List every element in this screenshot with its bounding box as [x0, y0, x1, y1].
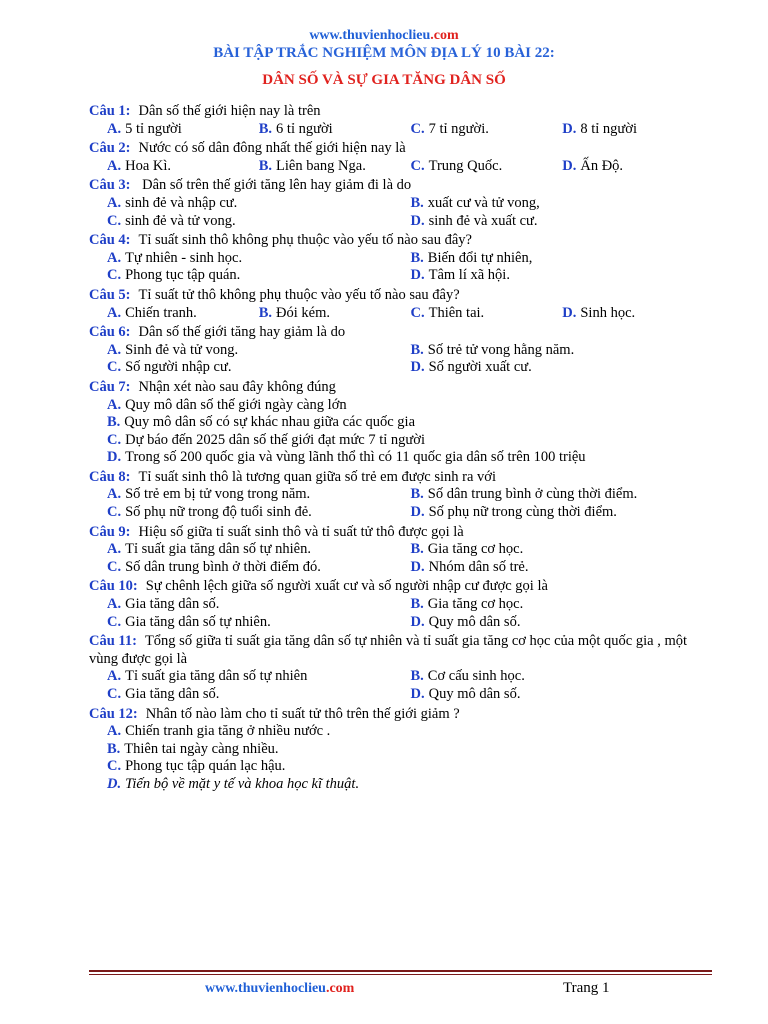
option-text: Số dân trung bình ở cùng thời điểm. [427, 486, 638, 503]
option-text: Phong tục tập quán. [125, 267, 241, 284]
option-letter: A. [107, 304, 122, 321]
question-11 [89, 633, 714, 703]
option-letter: B. [258, 157, 273, 174]
question-10 [89, 578, 714, 631]
question-8 [89, 469, 714, 522]
question-number: Câu 2: [89, 140, 131, 157]
footer-site-link[interactable] [205, 981, 354, 997]
question-number: Câu 10: [89, 578, 138, 595]
option-text: Phong tục tập quán lạc hậu. [125, 758, 286, 775]
option-row [89, 596, 714, 614]
answer-option[interactable] [107, 504, 411, 522]
footer-divider [89, 970, 712, 972]
option-letter: D. [410, 504, 425, 521]
option-row [89, 559, 714, 577]
question-text: Nhân tố nào làm cho tỉ suất tử thô trên thế giới giảm ? [145, 705, 460, 722]
option-letter: C. [107, 212, 122, 229]
question-stem [89, 287, 714, 305]
option-text: Trung Quốc. [428, 157, 503, 174]
question-number: Câu 1: [89, 103, 131, 119]
answer-option[interactable] [411, 305, 563, 323]
option-row [89, 741, 714, 759]
option-row [89, 686, 714, 704]
option-letter: D. [410, 212, 425, 229]
option-letter: A. [107, 194, 122, 211]
question-text: Hiệu số giữa tỉ suất sinh thô và tỉ suất tử thô được gọi là [138, 523, 464, 540]
option-text: Quy mô dân số. [428, 686, 521, 702]
question-number: Câu 4: [89, 232, 131, 249]
option-letter: B. [410, 668, 424, 685]
option-text: sinh đẻ và tử vong. [125, 212, 236, 229]
question-5 [89, 287, 714, 322]
option-letter: B. [258, 304, 273, 321]
option-text: Tâm lí xã hội. [428, 267, 510, 284]
question-stem [89, 706, 714, 724]
question-stem [89, 578, 714, 596]
question-stem [89, 379, 714, 397]
option-letter: A. [107, 249, 122, 266]
option-letter: D. [410, 613, 425, 630]
answer-option[interactable] [107, 250, 411, 268]
question-12 [89, 706, 714, 794]
page-subtitle: DÂN SỐ VÀ SỰ GIA TĂNG DÂN SỐ [262, 72, 506, 88]
option-letter: D. [410, 267, 425, 284]
option-text: 6 tỉ người [276, 120, 333, 137]
option-text: Thiên tai. [428, 304, 485, 321]
answer-option[interactable] [107, 668, 411, 686]
option-text: Chiến tranh gia tăng ở nhiều nước . [125, 723, 331, 740]
answer-option[interactable] [107, 359, 411, 377]
option-letter: B. [107, 414, 121, 431]
answer-option[interactable] [107, 414, 415, 430]
answer-option[interactable] [411, 195, 715, 213]
option-letter: A. [107, 723, 122, 740]
answer-option[interactable] [107, 596, 411, 614]
option-text: sinh đẻ và nhập cư. [125, 194, 238, 211]
option-letter: A. [107, 668, 122, 685]
option-letter: C. [107, 431, 122, 448]
option-text: Số phụ nữ trong cùng thời điểm. [428, 504, 617, 521]
option-letter: A. [107, 396, 122, 413]
question-9 [89, 524, 714, 577]
option-row [89, 213, 714, 231]
answer-option[interactable] [107, 342, 411, 360]
option-row [89, 776, 714, 794]
option-letter: D. [562, 120, 577, 137]
option-letter: D. [410, 558, 425, 575]
option-letter: B. [410, 249, 424, 266]
answer-option[interactable] [411, 668, 715, 686]
question-stem [89, 103, 714, 121]
option-text: Sinh học. [580, 304, 636, 321]
question-list [89, 103, 714, 796]
option-row [89, 614, 714, 632]
option-text: Hoa Kì. [125, 157, 172, 174]
answer-option[interactable] [411, 596, 715, 614]
option-letter: D. [107, 775, 122, 792]
question-stem [89, 232, 714, 250]
option-letter: C. [107, 558, 122, 575]
question-number: Câu 8: [89, 468, 131, 485]
footer-site-name: www.thuvienhoclieu [205, 981, 326, 996]
question-text: Dân số trên thế giới tăng lên hay giảm đi là do [138, 177, 412, 194]
answer-option[interactable] [411, 359, 715, 377]
answer-option[interactable] [107, 195, 411, 213]
answer-option[interactable] [107, 741, 279, 757]
answer-option[interactable] [107, 559, 411, 577]
option-text: Thiên tai ngày càng nhiều. [124, 740, 279, 757]
option-text: Nhóm dân số trẻ. [428, 558, 529, 575]
answer-option[interactable] [411, 250, 715, 268]
option-letter: C. [107, 267, 122, 284]
page-number: Trang 1 [563, 980, 610, 996]
option-letter: B. [410, 486, 424, 503]
answer-option[interactable] [411, 541, 715, 559]
option-letter: B. [410, 596, 424, 613]
question-stem [89, 469, 714, 487]
question-text: Tỉ suất sinh thô không phụ thuộc vào yếu tố nào sau đây? [138, 232, 472, 249]
question-number: Câu 9: [89, 523, 131, 540]
question-text: Dân số thế giới hiện nay là trên [138, 103, 321, 119]
answer-option[interactable] [411, 686, 715, 704]
option-text: 5 tỉ người [125, 120, 182, 137]
footer-divider-thin [89, 974, 712, 975]
question-stem [89, 140, 714, 158]
header-site-name: www.thuvienhoclieu [309, 28, 431, 43]
answer-option[interactable] [411, 504, 715, 522]
answer-option[interactable] [107, 686, 411, 704]
answer-option[interactable] [107, 432, 425, 448]
option-text: Gia tăng dân số. [125, 596, 220, 613]
option-letter: B. [410, 541, 424, 558]
option-text: Gia tăng dân số. [125, 686, 220, 702]
answer-option[interactable] [259, 305, 411, 323]
header-site-link[interactable] [0, 28, 768, 44]
question-stem [89, 324, 714, 342]
answer-option[interactable] [562, 158, 714, 176]
option-letter: B. [107, 740, 121, 757]
question-text: Nhận xét nào sau đây không đúng [138, 378, 336, 395]
option-row [89, 158, 714, 176]
question-number: Câu 5: [89, 286, 131, 303]
question-2 [89, 140, 714, 175]
footer-site-domain: .com [325, 981, 355, 996]
option-text: Liên bang Nga. [276, 157, 366, 174]
question-stem [89, 177, 714, 195]
option-letter: C. [410, 157, 425, 174]
option-text: Gia tăng cơ học. [427, 596, 524, 613]
answer-option[interactable] [107, 723, 330, 739]
option-text: Sinh đẻ và tử vong. [125, 341, 239, 358]
answer-option[interactable] [411, 559, 715, 577]
question-3 [89, 177, 714, 230]
option-row [89, 668, 714, 686]
option-text: 7 tỉ người. [428, 120, 489, 137]
option-text: Gia tăng dân số tự nhiên. [125, 613, 271, 630]
answer-option[interactable] [107, 267, 411, 285]
option-row [89, 541, 714, 559]
option-text: Quy mô dân số. [428, 613, 521, 630]
option-row [89, 432, 714, 450]
option-letter: A. [107, 596, 122, 613]
option-letter: D. [410, 686, 425, 702]
answer-option[interactable] [107, 776, 359, 792]
question-text: Sự chênh lệch giữa số người xuất cư và số người nhập cư được gọi là [145, 578, 548, 595]
option-text: Chiến tranh. [125, 304, 197, 321]
option-text: Số trẻ em bị tử vong trong năm. [125, 486, 311, 503]
question-stem [89, 524, 714, 542]
option-text: Biến đổi tự nhiên, [427, 249, 533, 266]
header-site-domain: .com [430, 28, 459, 43]
question-text: Nước có số dân đông nhất thế giới hiện nay là [138, 140, 406, 157]
question-4 [89, 232, 714, 285]
answer-option[interactable] [107, 541, 411, 559]
option-row [89, 195, 714, 213]
option-text: Tiến bộ về mặt y tế và khoa học kĩ thuật. [125, 775, 360, 792]
question-number: Câu 6: [89, 324, 131, 341]
option-row [89, 121, 714, 139]
question-1 [89, 103, 714, 138]
option-text: Đói kém. [276, 304, 331, 321]
question-text: Tỉ suất tử thô không phụ thuộc vào yếu tố nào sau đây? [138, 286, 460, 303]
option-letter: C. [107, 504, 122, 521]
option-letter: C. [410, 120, 425, 137]
option-row [89, 305, 714, 323]
option-letter: A. [107, 341, 122, 358]
option-text: Số người xuất cư. [428, 359, 532, 376]
answer-option[interactable] [107, 486, 411, 504]
option-text: Quy mô dân số thế giới ngày càng lớn [125, 396, 347, 413]
option-text: 8 tỉ người [580, 120, 637, 137]
option-text: Gia tăng cơ học. [427, 541, 524, 558]
answer-option[interactable] [107, 449, 586, 465]
option-text: Số trẻ tử vong hằng năm. [427, 341, 575, 358]
option-text: Cơ cấu sinh học. [427, 668, 525, 685]
answer-option[interactable] [411, 267, 715, 285]
option-letter: C. [107, 758, 122, 775]
question-number: Câu 11: [89, 633, 137, 650]
answer-option[interactable] [411, 486, 715, 504]
option-letter: C. [410, 304, 425, 321]
page-title: BÀI TẬP TRẮC NGHIỆM MÔN ĐỊA LÝ 10 BÀI 22: [213, 45, 555, 61]
option-letter: B. [410, 194, 424, 211]
answer-option[interactable] [259, 121, 411, 139]
option-letter: A. [107, 157, 122, 174]
option-letter: B. [258, 120, 273, 137]
option-letter: D. [562, 157, 577, 174]
option-text: Quy mô dân số có sự khác nhau giữa các quốc gia [124, 414, 416, 431]
option-text: Tỉ suất gia tăng dân số tự nhiên. [125, 541, 311, 558]
option-row [89, 359, 714, 377]
answer-option[interactable] [411, 158, 563, 176]
answer-option[interactable] [411, 213, 715, 231]
question-number: Câu 3: [89, 177, 131, 194]
answer-option[interactable] [411, 121, 563, 139]
option-letter: A. [107, 486, 122, 503]
option-row [89, 267, 714, 285]
answer-option[interactable] [562, 121, 714, 139]
option-text: Ấn Độ. [580, 157, 624, 174]
option-text: Trong số 200 quốc gia và vùng lãnh thổ thì có 11 quốc gia dân số trên 100 triệu [125, 449, 586, 466]
answer-option[interactable] [107, 158, 259, 176]
option-letter: C. [107, 686, 122, 702]
option-text: Số người nhập cư. [125, 359, 232, 376]
option-row [89, 250, 714, 268]
question-text: Tổng số giữa tỉ suất gia tăng dân số tự nhiên và tỉ suất gia tăng cơ học của một quốc gia , một vùng được gọi là [89, 633, 688, 667]
question-stem [89, 633, 714, 668]
question-text: Dân số thế giới tăng hay giảm là do [138, 324, 346, 341]
option-letter: A. [107, 120, 122, 137]
option-row [89, 486, 714, 504]
option-letter: C. [107, 613, 122, 630]
option-text: Số phụ nữ trong độ tuổi sinh đẻ. [125, 504, 312, 521]
option-text: xuất cư và tử vong, [427, 194, 540, 211]
option-row [89, 397, 714, 415]
option-row [89, 414, 714, 432]
option-letter: B. [410, 341, 424, 358]
option-text: Số dân trung bình ở thời điểm đó. [125, 558, 321, 575]
option-row [89, 449, 714, 467]
option-row [89, 504, 714, 522]
question-7 [89, 379, 714, 467]
answer-option[interactable] [107, 121, 259, 139]
question-number: Câu 7: [89, 378, 131, 395]
option-letter: D. [410, 359, 425, 376]
answer-option[interactable] [107, 305, 259, 323]
option-letter: C. [107, 359, 122, 376]
option-row [89, 758, 714, 776]
option-text: Dự báo đến 2025 dân số thế giới đạt mức 7 tỉ người [125, 431, 425, 448]
option-letter: A. [107, 541, 122, 558]
option-row [89, 342, 714, 360]
answer-option[interactable] [562, 305, 714, 323]
option-text: sinh đẻ và xuất cư. [428, 212, 538, 229]
answer-option[interactable] [259, 158, 411, 176]
answer-option[interactable] [411, 614, 715, 632]
answer-option[interactable] [411, 342, 715, 360]
answer-option[interactable] [107, 213, 411, 231]
question-number: Câu 12: [89, 705, 138, 722]
option-row [89, 723, 714, 741]
question-6 [89, 324, 714, 377]
option-letter: D. [562, 304, 577, 321]
answer-option[interactable] [107, 614, 411, 632]
question-text: Tỉ suất sinh thô là tương quan giữa số trẻ em được sinh ra với [138, 468, 496, 485]
option-letter: D. [107, 449, 122, 466]
answer-option[interactable] [107, 758, 285, 774]
option-text: Tỉ suất gia tăng dân số tự nhiên [125, 668, 308, 685]
answer-option[interactable] [107, 397, 347, 413]
option-text: Tự nhiên - sinh học. [125, 249, 243, 266]
